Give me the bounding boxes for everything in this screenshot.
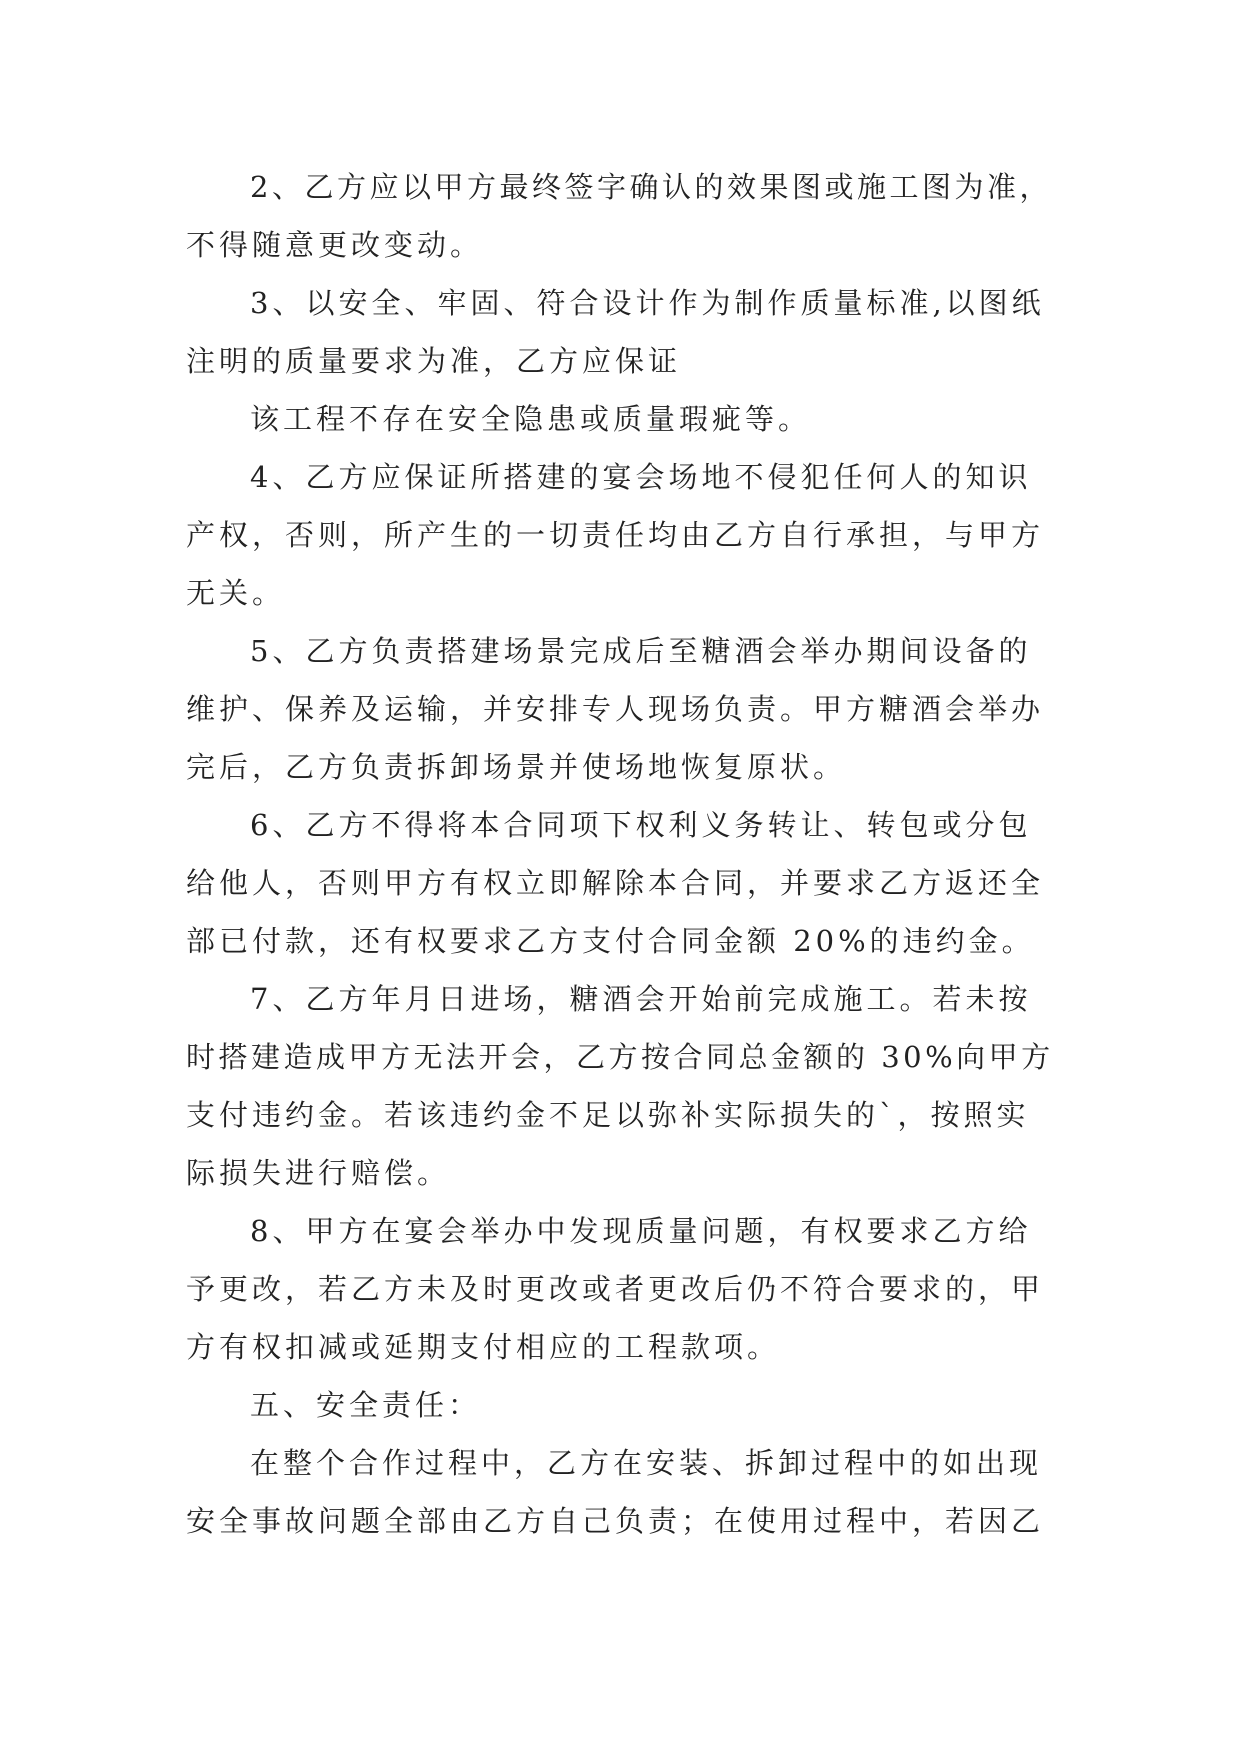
document-line: 无关。: [186, 576, 286, 610]
document-line: 时搭建造成甲方无法开会，乙方按合同总金额的 30%向甲方: [186, 1040, 1054, 1074]
document-line: 完后，乙方负责拆卸场景并使场地恢复原状。: [186, 750, 847, 784]
document-line: 4、乙方应保证所搭建的宴会场地不侵犯任何人的知识: [250, 460, 1032, 494]
document-line: 际损失进行赔偿。: [186, 1156, 451, 1190]
document-body: [186, 158, 1056, 1550]
document-line: 8、甲方在宴会举办中发现质量问题，有权要求乙方给: [250, 1214, 1032, 1248]
document-line: 3、以安全、牢固、符合设计作为制作质量标准,以图纸: [250, 286, 1045, 320]
document-line: 7、乙方年月日进场，糖酒会开始前完成施工。若未按: [250, 982, 1032, 1016]
document-line: 该工程不存在安全隐患或质量瑕疵等。: [250, 402, 812, 436]
document-line: 支付违约金。若该违约金不足以弥补实际损失的`，按照实: [186, 1098, 1030, 1132]
document-line: 予更改，若乙方未及时更改或者更改后仍不符合要求的，甲: [186, 1272, 1045, 1306]
document-line: 维护、保养及运输，并安排专人现场负责。甲方糖酒会举办: [186, 692, 1045, 726]
document-line: 安全事故问题全部由乙方自己负责；在使用过程中，若因乙: [186, 1504, 1045, 1538]
document-line: 在整个合作过程中，乙方在安装、拆卸过程中的如出现: [250, 1446, 1043, 1480]
document-line: 给他人，否则甲方有权立即解除本合同，并要求乙方返还全: [186, 866, 1045, 900]
document-line: 5、乙方负责搭建场景完成后至糖酒会举办期间设备的: [250, 634, 1032, 668]
document-line: 方有权扣减或延期支付相应的工程款项。: [186, 1330, 781, 1364]
document-line: 产权，否则，所产生的一切责任均由乙方自行承担，与甲方: [186, 518, 1045, 552]
document-line: 注明的质量要求为准，乙方应保证: [186, 344, 682, 378]
document-line: 2、乙方应以甲方最终签字确认的效果图或施工图为准，: [250, 170, 1052, 204]
document-line: 不得随意更改变动。: [186, 228, 484, 262]
document-line: 6、乙方不得将本合同项下权利义务转让、转包或分包: [250, 808, 1032, 842]
document-line: 部已付款，还有权要求乙方支付合同金额 20%的违约金。: [186, 924, 1035, 958]
document-line: 五、安全责任：: [250, 1388, 482, 1422]
